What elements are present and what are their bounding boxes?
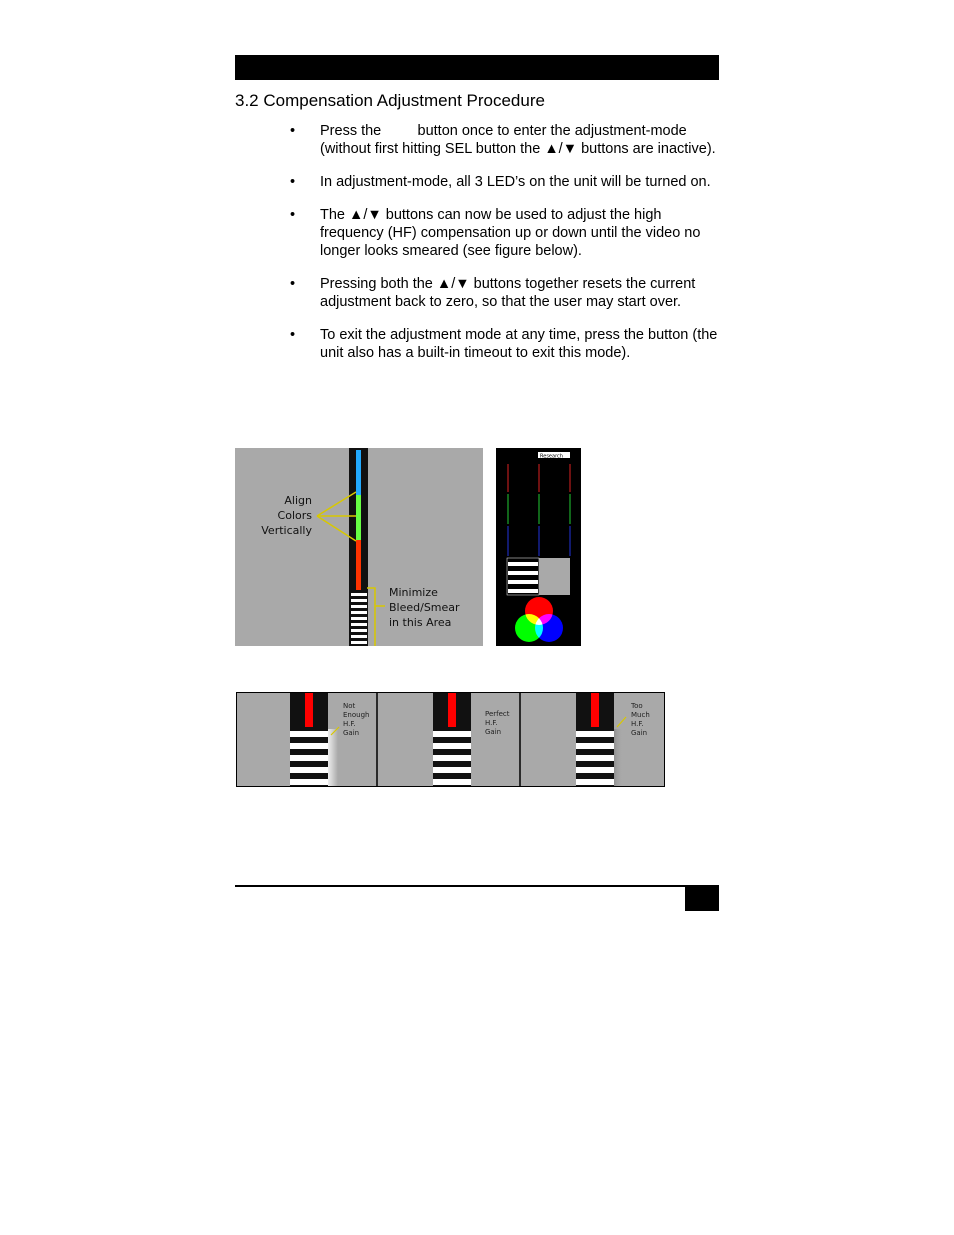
perfect-label-2: H.F. — [485, 719, 498, 727]
bullet-icon: • — [290, 174, 296, 190]
panel-perfect — [433, 693, 510, 786]
perfect-label-3: Gain — [485, 728, 502, 736]
panel-too-much — [576, 693, 650, 786]
red-bar — [356, 540, 361, 590]
bullet-icon: • — [290, 207, 296, 223]
hf-gain-comparison-illustration — [237, 693, 664, 786]
align-label-3: Vertically — [261, 524, 312, 537]
bullet-icon: • — [290, 276, 296, 292]
too-much-label-1: Too — [631, 702, 643, 710]
rgb-circles — [515, 597, 563, 642]
list-item-text: To exit the adjustment mode at any time, press the button (the unit also has a built-in timeout to exit this mode). — [320, 327, 718, 361]
pattern-caption: Research — [540, 453, 563, 460]
list-item-text: The ▲/▼ buttons can now be used to adjust the high frequency (HF) compensation up or down until the video no longer looks smeared (see figure below). — [320, 207, 701, 259]
list-item — [290, 206, 720, 260]
instruction-list — [290, 122, 720, 377]
list-item — [290, 326, 720, 362]
list-item-text: Press the button once to enter the adjustment-mode (without first hitting SEL button the ▲/▼ buttons are inactive). — [320, 123, 716, 157]
too-much-label-3: H.F. — [631, 720, 644, 728]
bullet-icon: • — [290, 123, 296, 139]
test-pattern-illustration — [496, 448, 581, 646]
header-bar — [235, 55, 719, 80]
not-enough-label-4: Gain — [343, 729, 360, 737]
page-number-box — [685, 887, 719, 911]
footer-rule — [235, 885, 719, 887]
list-item-text: In adjustment-mode, all 3 LED’s on the unit will be turned on. — [320, 174, 711, 190]
bleed-label-1: Minimize — [389, 586, 438, 599]
color-alignment-illustration — [235, 448, 483, 646]
test-pattern-figure — [496, 448, 581, 646]
align-label-2: Colors — [277, 509, 312, 522]
not-enough-label-2: Enough — [343, 711, 370, 719]
perfect-label-1: Perfect — [485, 710, 510, 718]
blue-bar — [356, 450, 361, 495]
hf-gain-comparison-figure — [236, 692, 665, 787]
too-much-label-4: Gain — [631, 729, 648, 737]
list-item-text: Pressing both the ▲/▼ buttons together resets the current adjustment back to zero, so that the user may start over. — [320, 276, 696, 310]
not-enough-label-3: H.F. — [343, 720, 356, 728]
green-bar — [356, 495, 361, 540]
align-label-1: Align — [284, 494, 312, 507]
bleed-label-2: Bleed/Smear — [389, 601, 460, 614]
stripe-pattern — [349, 590, 368, 646]
too-much-label-2: Much — [631, 711, 650, 719]
list-item — [290, 173, 720, 191]
color-alignment-figure — [235, 448, 483, 646]
panel-not-enough — [290, 693, 369, 786]
list-item — [290, 122, 720, 158]
section-title: 3.2 Compensation Adjustment Procedure — [235, 91, 545, 110]
list-item — [290, 275, 720, 311]
not-enough-label-1: Not — [343, 702, 356, 710]
bleed-label-3: in this Area — [389, 616, 452, 629]
bullet-icon: • — [290, 327, 296, 343]
